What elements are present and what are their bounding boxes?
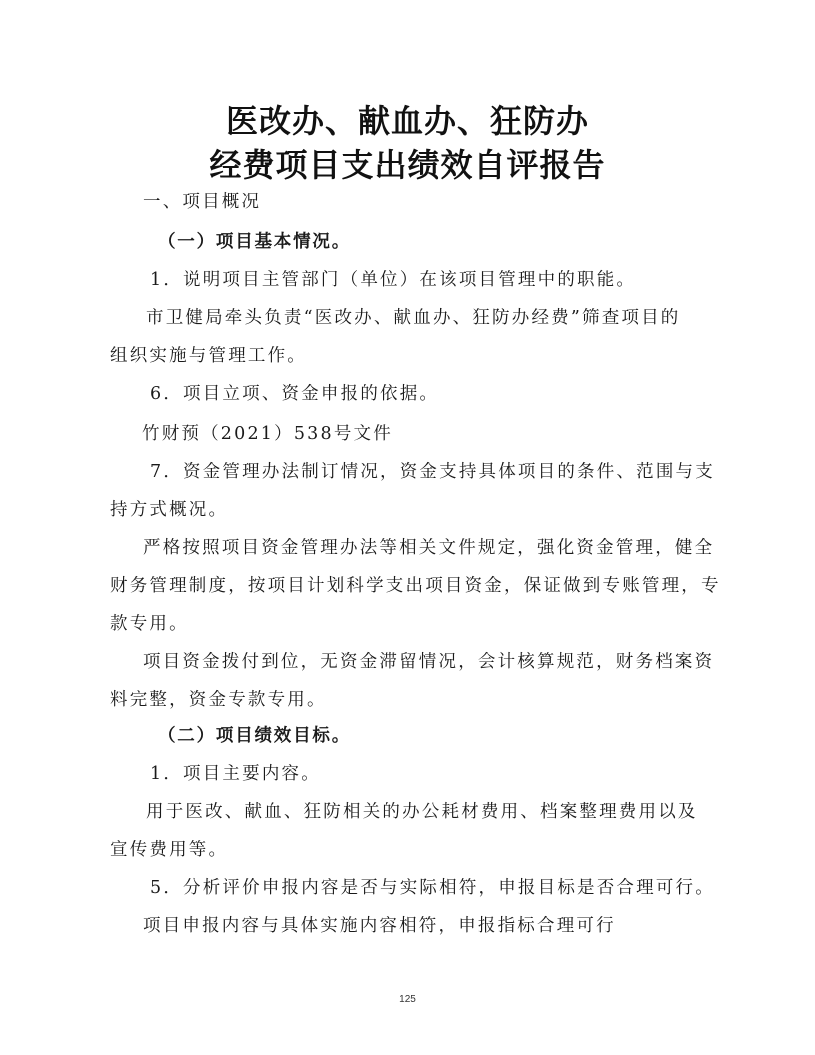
goal-5-text: 项目申报内容与具体实施内容相符，申报指标合理可行 [143,916,616,936]
item-1-text-line-2: 组织实施与管理工作。 [110,346,307,366]
title-line-1: 医改办、献血办、狂防办 [225,102,589,140]
subsection-basic-info-heading: （一）项目基本情况。 [158,232,351,252]
item-6-text: 竹财预（2021）538号文件 [142,424,393,444]
goal-1-heading: 1．项目主要内容。 [150,764,321,784]
item-7-heading-line-2: 持方式概况。 [110,500,229,520]
item-7-text-line-3: 款专用。 [110,614,189,634]
section-project-overview: 一、项目概况 [143,192,262,212]
item-7-heading-line-1: 7．资金管理办法制订情况，资金支持具体项目的条件、范围与支 [150,462,715,482]
funds-text-line-1: 项目资金拨付到位，无资金滞留情况，会计核算规范，财务档案资 [143,652,715,672]
goal-1-text-line-2: 宣传费用等。 [110,840,229,860]
item-7-text-line-1: 严格按照项目资金管理办法等相关文件规定，强化资金管理，健全 [143,538,715,558]
page-number: 125 [399,994,416,1005]
goal-5-heading: 5．分析评价申报内容是否与实际相符，申报目标是否合理可行。 [150,878,715,898]
subsection-performance-goals-heading: （二）项目绩效目标。 [158,726,351,746]
goal-1-text-line-1: 用于医改、献血、狂防相关的办公耗材费用、档案整理费用以及 [146,802,698,822]
funds-text-line-2: 料完整，资金专款专用。 [110,690,327,710]
title-line-2: 经费项目支出绩效自评报告 [209,146,606,184]
item-7-text-line-2: 财务管理制度，按项目计划科学支出项目资金，保证做到专账管理，专 [110,576,721,596]
item-1-text-line-1: 市卫健局牵头负责“医改办、献血办、狂防办经费”筛查项目的 [146,308,681,328]
item-1-heading: 1．说明项目主管部门（单位）在该项目管理中的职能。 [150,270,637,290]
item-6-heading: 6．项目立项、资金申报的依据。 [150,384,440,404]
